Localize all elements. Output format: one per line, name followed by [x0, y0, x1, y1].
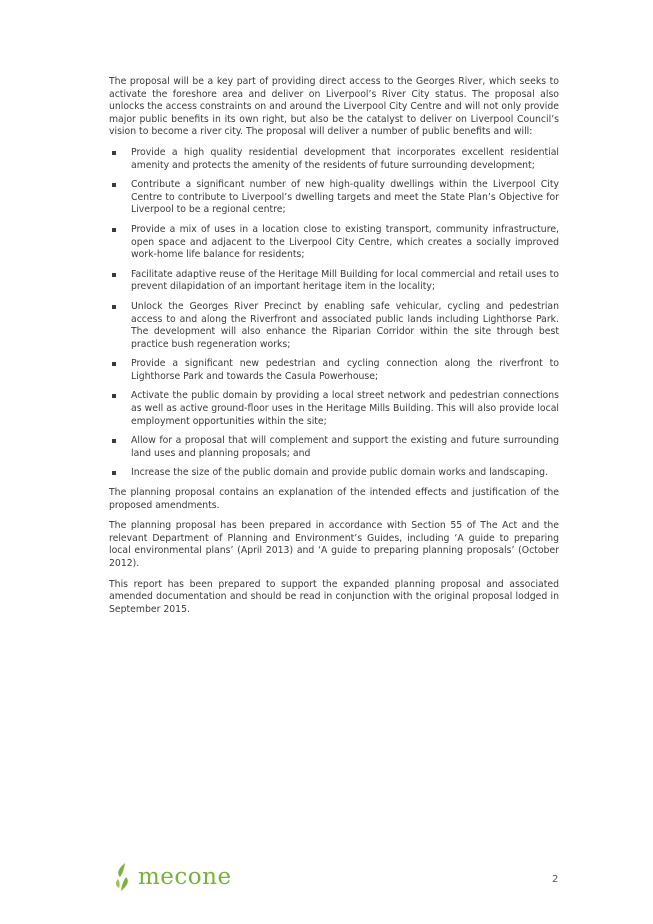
list-item: [109, 358, 559, 383]
body-paragraph: The planning proposal contains an explanation of the intended effects and justification of the proposed amendments.: [109, 487, 559, 511]
list-item-text: Provide a significant new pedestrian and cycling connection along the riverfront to Lighthorse Park and towards the Casula Powerhouse;: [131, 358, 559, 382]
bullet-icon: [112, 151, 116, 155]
page-number: 2: [552, 874, 559, 885]
list-item-text: Contribute a significant number of new high-quality dwellings within the Liverpool City Centre to contribute to Liverpool’s dwelling targets and meet the State Plan’s Objective for Liverpool to be a regional centre;: [131, 179, 559, 216]
bullet-icon: [112, 439, 116, 443]
list-item-text: Unlock the Georges River Precinct by enabling safe vehicular, cycling and pedestrian access to and along the Riverfront and associated public lands including Lighthorse Park. The development will also enhance the Riparian Corridor within the site through best practice bush regeneration works;: [131, 300, 559, 350]
list-item: [109, 179, 559, 217]
bullet-icon: [112, 394, 116, 398]
list-item-text: Facilitate adaptive reuse of the Heritage Mill Building for local commercial and retail uses to prevent dilapidation of an important heritage item in the locality;: [131, 268, 559, 293]
body-paragraph: This report has been prepared to support the expanded planning proposal and associated amended documentation and should be read in conjunction with the original proposal lodged in September 2015.: [109, 578, 559, 615]
bullet-icon: [112, 362, 116, 366]
benefits-list: [109, 147, 559, 480]
list-item-text: Allow for a proposal that will complement and support the existing and future surrounding land uses and planning proposals; and: [131, 435, 559, 459]
list-item-text: Provide a mix of uses in a location close to existing transport, community infrastructure, open space and adjacent to the Liverpool City Centre, which creates a socially improved work-home life balance for residents;: [131, 223, 559, 261]
list-item: [109, 301, 559, 351]
body-paragraph: The planning proposal has been prepared in accordance with Section 55 of The Act and the relevant Department of Planning and Environment’s Guides, including ‘A guide to preparing local environmental plans’ (April 2013) and ‘A guide to preparing planning proposals’ (October 2012).: [109, 520, 559, 569]
list-item: [109, 467, 559, 480]
list-item: [109, 435, 559, 460]
bullet-icon: [112, 228, 116, 232]
list-item: [109, 147, 559, 172]
document-body: [109, 76, 559, 624]
intro-paragraph: The proposal will be a key part of providing direct access to the Georges River, which seeks to activate the foreshore area and deliver on Liverpool’s River City status. The proposal also unlocks the access constraints on and around the Liverpool City Centre and will not only provide major public benefits in its own right, but also be the catalyst to deliver on Liverpool Council’s vision to become a river city. The proposal will deliver a number of public benefits and will:: [109, 76, 559, 138]
mecone-leaf-icon: [112, 862, 134, 892]
footer-logo: [112, 862, 232, 892]
list-item-text: Provide a high quality residential development that incorporates excellent residential amenity and protects the amenity of the residents of future surrounding development;: [131, 146, 559, 171]
bullet-icon: [112, 183, 116, 187]
list-item: [109, 224, 559, 262]
bullet-icon: [112, 471, 116, 475]
list-item-text: Increase the size of the public domain and provide public domain works and landscaping.: [131, 467, 549, 479]
logo-wordmark: mecone: [138, 864, 232, 890]
bullet-icon: [112, 273, 116, 277]
bullet-icon: [112, 305, 116, 309]
list-item-text: Activate the public domain by providing a local street network and pedestrian connections as well as active ground-floor uses in the Heritage Mills Building. This will also provide local employment opportunities within the site;: [131, 390, 559, 427]
list-item: [109, 390, 559, 428]
list-item: [109, 269, 559, 294]
